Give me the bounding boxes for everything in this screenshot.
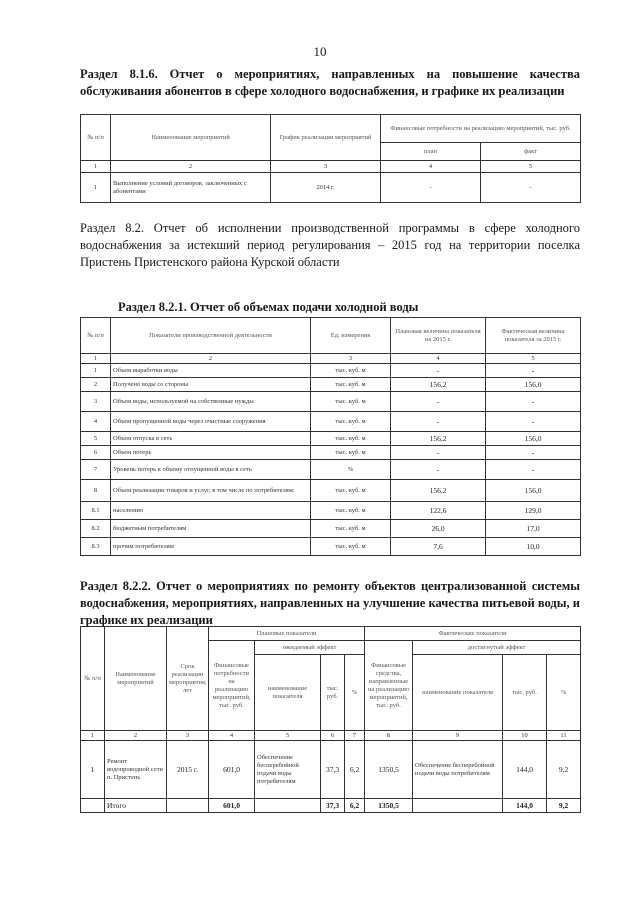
- table-row: [81, 432, 581, 446]
- row-expected-rub: 37,3: [321, 741, 345, 799]
- row-num: 1: [81, 741, 105, 799]
- row-num: 8.3: [81, 538, 111, 556]
- col-header-schedule: График реализации мероприятий: [271, 115, 381, 161]
- row-name: Объем потерь: [111, 446, 311, 460]
- col-number: 1: [81, 731, 105, 741]
- col-number: 4: [391, 354, 486, 364]
- table-row: [81, 446, 581, 460]
- col-number: 7: [345, 731, 365, 741]
- col-header-plan: план: [381, 143, 481, 161]
- row-achieved-name: Обеспечение бесперебойной подачи воды потребителям: [413, 741, 503, 799]
- table-row: [81, 378, 581, 392]
- row-num: 7: [81, 460, 111, 480]
- row-fact: 17,0: [486, 520, 581, 538]
- col-number: 2: [111, 354, 311, 364]
- events-service-quality-table: [80, 114, 581, 203]
- row-fact: -: [481, 173, 581, 203]
- table-row: [81, 173, 581, 203]
- row-plan: -: [391, 446, 486, 460]
- col-number: 5: [481, 161, 581, 173]
- row-fact: 156,0: [486, 480, 581, 502]
- total-row: [81, 799, 581, 813]
- col-number: 1: [81, 161, 111, 173]
- col-header-unit: Ед. измерения: [311, 318, 391, 354]
- repair-events-table: [80, 626, 581, 813]
- row-plan: 156,2: [391, 378, 486, 392]
- col-header-term: Срок реализации мероприятия, лет: [167, 627, 209, 731]
- row-num: 8.2: [81, 520, 111, 538]
- row-fact: -: [486, 412, 581, 432]
- row-unit: тыс. куб. м: [311, 392, 391, 412]
- row-name: Выполнение условий договоров, заключенных с абонентами: [111, 173, 271, 203]
- row-name: бюджетным потребителям: [111, 520, 311, 538]
- col-header-name: Наименование мероприятий: [105, 627, 167, 731]
- col-number: 2: [111, 161, 271, 173]
- row-num: 2: [81, 378, 111, 392]
- row-name: прочим потребителям: [111, 538, 311, 556]
- total-expected-rub: 37,3: [321, 799, 345, 813]
- section-8-2-2-title: Раздел 8.2.2. Отчет о мероприятиях по ремонту объектов централизованной системы водоснабжения, мероприятиях, направленных на улучшение качества питьевой воды, и графике их реализации: [80, 579, 580, 627]
- row-plan: 26,0: [391, 520, 486, 538]
- col-number: 5: [255, 731, 321, 741]
- row-name: Получено воды со стороны: [111, 378, 311, 392]
- col-number: 6: [321, 731, 345, 741]
- row-schedule: 2014 г.: [271, 173, 381, 203]
- row-fact: -: [486, 392, 581, 412]
- col-header-fact: факт: [481, 143, 581, 161]
- row-plan: -: [391, 460, 486, 480]
- col-number: 5: [486, 354, 581, 364]
- col-header-num: № п/п: [81, 627, 105, 731]
- table-row: [81, 364, 581, 378]
- row-plan: -: [391, 412, 486, 432]
- table-row: [81, 480, 581, 502]
- row-name: Уровень потерь к объему отпущенной воды в сеть: [111, 460, 311, 480]
- col-number: 3: [271, 161, 381, 173]
- row-num: 4: [81, 412, 111, 432]
- table-row: [81, 392, 581, 412]
- row-fact: -: [486, 364, 581, 378]
- row-fact: -: [486, 446, 581, 460]
- col-header-percent: %: [547, 655, 581, 731]
- row-term: 2015 г.: [167, 741, 209, 799]
- col-number: 3: [311, 354, 391, 364]
- row-unit: тыс. куб. м: [311, 502, 391, 520]
- col-header-actual: Фактические показатели: [365, 627, 581, 641]
- table-row: [81, 502, 581, 520]
- row-name: Объем выработки воды: [111, 364, 311, 378]
- row-unit: %: [311, 460, 391, 480]
- row-num: 5: [81, 432, 111, 446]
- row-name: Объем реализации товаров и услуг, в том числе по потребителям:: [111, 480, 311, 502]
- water-volume-table: [80, 317, 581, 556]
- col-number: 1: [81, 354, 111, 364]
- row-fact: 10,0: [486, 538, 581, 556]
- section-8-2-1-title: Раздел 8.2.1. Отчет об объемах подачи холодной воды: [118, 300, 419, 314]
- col-header-fact-finance: Финансовые средства, направленные на реализацию мероприятий, тыс. руб.: [365, 641, 413, 731]
- col-header-rub: тыс. руб.: [321, 655, 345, 731]
- col-header-plan: Плановая величина показателя на 2015 г.: [391, 318, 486, 354]
- total-fact-finance: 1350,5: [365, 799, 413, 813]
- table-row: [81, 412, 581, 432]
- total-label: Итого: [105, 799, 167, 813]
- row-num: 8.1: [81, 502, 111, 520]
- row-name: Объем воды, используемой на собственные нужды: [111, 392, 311, 412]
- row-num: 1: [81, 173, 111, 203]
- row-unit: тыс. куб. м: [311, 446, 391, 460]
- row-achieved-rub: 144,0: [503, 741, 547, 799]
- row-fact: 129,0: [486, 502, 581, 520]
- row-name: Объем пропущенной воды через очистные сооружения: [111, 412, 311, 432]
- page-number: 10: [313, 44, 327, 59]
- table-row: [81, 460, 581, 480]
- col-header-name: Наименование мероприятий: [111, 115, 271, 161]
- row-fact: 156,0: [486, 378, 581, 392]
- row-unit: тыс. куб. м: [311, 378, 391, 392]
- col-header-num: № п/п: [81, 115, 111, 161]
- row-plan: -: [391, 364, 486, 378]
- section-8-1-6-title: Раздел 8.1.6. Отчет о мероприятиях, направленных на повышение качества обслуживания абонентов в сфере холодного водоснабжения, и графике их реализации: [80, 67, 580, 98]
- col-header-indicator: Показатели производственной деятельности: [111, 318, 311, 354]
- col-header-num: № п/п: [81, 318, 111, 354]
- row-plan: -: [391, 392, 486, 412]
- col-header-indicator-name: наименование показателя: [255, 655, 321, 731]
- row-name: Ремонт водопроводной сети п. Пристень: [105, 741, 167, 799]
- col-header-fact: Фактическая величина показателя за 2015 г.: [486, 318, 581, 354]
- table-row: [81, 520, 581, 538]
- col-header-plan-finance: Финансовые потребности на реализацию мероприятий, тыс. руб.: [209, 641, 255, 731]
- col-number: 3: [167, 731, 209, 741]
- row-name: Объем отпуска в сеть: [111, 432, 311, 446]
- section-8-2-title: Раздел 8.2. Отчет об исполнении производственной программы в сфере холодного водоснабжения за истекший период регулирования – 2015 год на территории поселка Пристень Пристенского района Курской области: [80, 221, 580, 269]
- row-fact-finance: 1350,5: [365, 741, 413, 799]
- col-number: 2: [105, 731, 167, 741]
- row-plan: -: [381, 173, 481, 203]
- row-expected-pct: 6,2: [345, 741, 365, 799]
- total-plan-finance: 601,0: [209, 799, 255, 813]
- row-plan-finance: 601,0: [209, 741, 255, 799]
- row-num: 8: [81, 480, 111, 502]
- col-header-planned: Плановые показатели: [209, 627, 365, 641]
- col-number: 11: [547, 731, 581, 741]
- row-expected-name: Обеспечение бесперебойной подачи воды потребителям: [255, 741, 321, 799]
- total-achieved-rub: 144,0: [503, 799, 547, 813]
- row-unit: тыс. куб. м: [311, 364, 391, 378]
- row-achieved-pct: 9,2: [547, 741, 581, 799]
- row-plan: 7,6: [391, 538, 486, 556]
- row-num: 6: [81, 446, 111, 460]
- row-fact: -: [486, 460, 581, 480]
- row-unit: тыс. куб. м: [311, 432, 391, 446]
- col-header-expected: ожидаемый эффект: [255, 641, 365, 655]
- col-number: 4: [209, 731, 255, 741]
- row-name: населению: [111, 502, 311, 520]
- row-unit: тыс. куб. м: [311, 412, 391, 432]
- table-row: [81, 538, 581, 556]
- total-expected-pct: 6,2: [345, 799, 365, 813]
- row-plan: 156,2: [391, 480, 486, 502]
- row-unit: тыс. куб. м: [311, 480, 391, 502]
- col-header-percent: %: [345, 655, 365, 731]
- row-plan: 156,2: [391, 432, 486, 446]
- col-number: 10: [503, 731, 547, 741]
- row-fact: 156,0: [486, 432, 581, 446]
- row-unit: тыс. куб. м: [311, 520, 391, 538]
- row-unit: тыс. куб. м: [311, 538, 391, 556]
- col-header-rub: тыс. руб.: [503, 655, 547, 731]
- col-number: 9: [413, 731, 503, 741]
- col-header-finance: Финансовые потребности на реализацию мероприятий, тыс. руб.: [381, 115, 581, 143]
- row-num: 3: [81, 392, 111, 412]
- row-num: 1: [81, 364, 111, 378]
- col-number: 4: [381, 161, 481, 173]
- col-header-achieved: достигнутый эффект: [413, 641, 581, 655]
- col-number: 8: [365, 731, 413, 741]
- table-row: [81, 741, 581, 799]
- row-plan: 122,6: [391, 502, 486, 520]
- col-header-indicator-name: наименование показателя: [413, 655, 503, 731]
- total-achieved-pct: 9,2: [547, 799, 581, 813]
